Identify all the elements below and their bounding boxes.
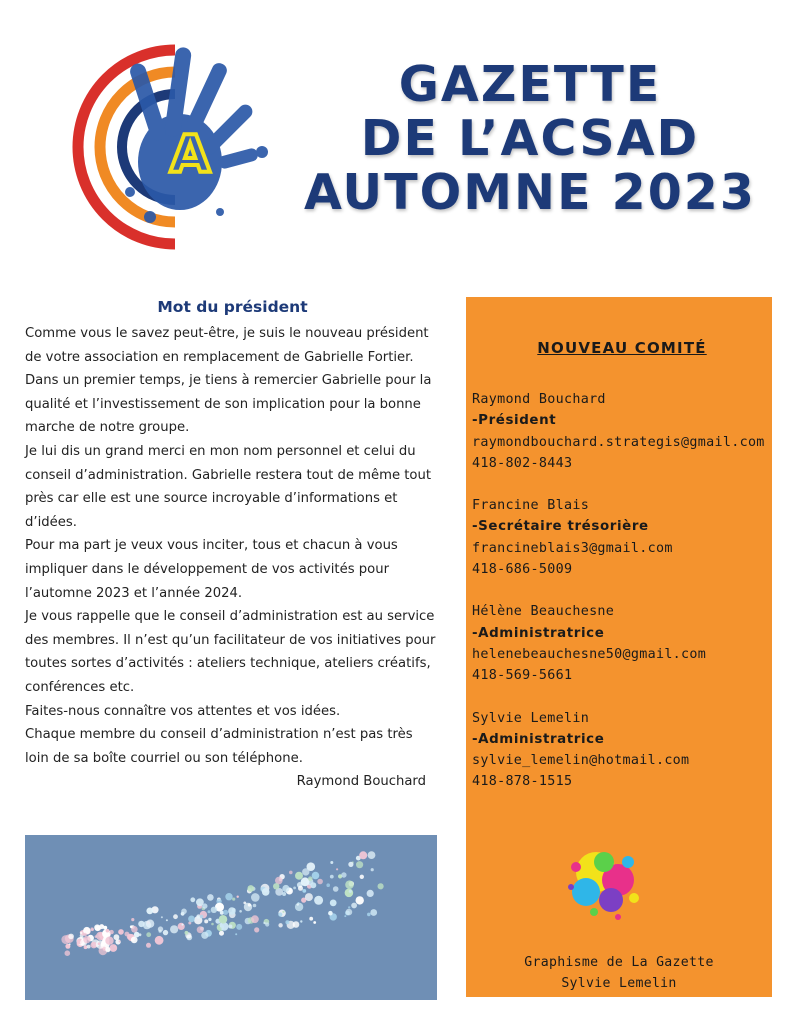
splash-dot (80, 932, 82, 934)
splash-dot (69, 943, 71, 945)
member-phone: 418-569-5661 (472, 668, 573, 684)
splash-dot (232, 898, 235, 901)
splash-dot (265, 922, 269, 926)
splash-dot (178, 923, 185, 930)
splash-dot (278, 912, 282, 916)
splash-dot (228, 907, 236, 915)
splash-dot (282, 892, 286, 896)
splash-dot (118, 929, 124, 935)
president-heading: Mot du président (157, 298, 308, 316)
splash-dot (114, 934, 120, 940)
credit-line: Sylvie Lemelin (561, 976, 677, 991)
paragraph: Pour ma part je veux vous inciter, tous et chacun à vous impliquer dans le développement de vos activités pour l’automne 2023 et l’année 2024. (25, 538, 398, 601)
member-phone: 418-802-8443 (472, 455, 573, 471)
splash-dot (166, 919, 168, 921)
splash-dot (204, 919, 208, 923)
splash-dot (244, 903, 252, 911)
splash-dot (293, 887, 296, 890)
paint-splash-image (556, 832, 656, 932)
splash-dot (308, 876, 313, 881)
splash-dot (211, 907, 217, 913)
splash-dot (207, 894, 214, 901)
acsad-logo (70, 42, 270, 252)
splash-dot (345, 880, 354, 889)
splash-dot (273, 883, 279, 889)
splash-dot (105, 947, 110, 952)
splash-dot (251, 915, 259, 923)
splash-dot (83, 933, 87, 937)
splash-dot (219, 927, 221, 929)
splash-dot (330, 900, 337, 907)
splash-dot (228, 925, 232, 929)
splash-dot (367, 913, 371, 917)
splash-dot (225, 893, 232, 900)
splash-dot (237, 896, 239, 898)
splash-dot (68, 934, 74, 940)
splash-dot (349, 890, 352, 893)
splash-dot (282, 885, 289, 892)
splash-dot (289, 871, 293, 875)
splash-dot (312, 872, 320, 880)
splash-dot (330, 861, 333, 864)
committee-member (472, 601, 772, 686)
member-name: Sylvie Lemelin (472, 710, 590, 726)
splash-dot (328, 911, 333, 916)
splash-dot (236, 924, 242, 930)
splash-dot (109, 930, 113, 934)
splash-dot (285, 920, 289, 924)
splash-dot (98, 942, 101, 945)
splash-dot (106, 929, 110, 933)
splash-dot (295, 872, 303, 880)
paragraph: Faites-nous connaître vos attentes et vos idées. (25, 703, 341, 719)
splash-dot (333, 886, 339, 892)
splash-dot (254, 927, 259, 932)
splash-dot (130, 925, 133, 928)
splash-dot (326, 883, 330, 887)
splash-dot (190, 897, 195, 902)
member-email: sylvie_lemelin@hotmail.com (472, 753, 690, 769)
member-role: -Secrétaire trésorière (472, 519, 649, 535)
paragraph: Comme vous le savez peut-être, je suis le nouveau président de votre association en remplacement de Gabrielle Fortier. (25, 326, 429, 365)
president-message (25, 298, 440, 794)
committee-member (472, 389, 772, 474)
logo-letter: A (170, 125, 211, 185)
splash-dot (105, 937, 113, 945)
splash-dot (341, 872, 346, 877)
splash-dot (208, 918, 211, 921)
splash-dot (125, 932, 130, 937)
splash-dot (317, 879, 323, 885)
splash-dot (163, 930, 168, 935)
splash-dot (293, 921, 300, 928)
splash-dot (83, 936, 90, 943)
splash-dot (360, 875, 364, 879)
splash-dot (223, 910, 228, 915)
member-phone: 418-878-1515 (472, 774, 573, 790)
splash-dot (345, 889, 354, 898)
splash-dot (278, 923, 282, 927)
splash-dots-image (25, 835, 437, 1000)
member-phone: 418-686-5009 (472, 562, 573, 578)
splash-dot (313, 921, 316, 924)
splash-dot (119, 940, 121, 942)
title-line-1: GAZETTE (398, 56, 662, 113)
committee-panel (466, 297, 772, 997)
splash-dot (170, 925, 178, 933)
paragraph: Dans un premier temps, je tiens à remercier Gabrielle pour la qualité et l’investissement de son implication pour la bonne marche de notre groupe. (25, 373, 432, 436)
graphics-credit (466, 952, 772, 994)
paragraph: Chaque membre du conseil d’administration n’est pas très loin de sa boîte courriel ou son téléphone. (25, 727, 413, 766)
splash-dot (370, 909, 377, 916)
member-role: -Administratrice (472, 625, 605, 641)
splash-dot (200, 915, 204, 919)
splash-dot (90, 927, 93, 930)
splash-dot (220, 923, 223, 926)
splash-dot (371, 868, 374, 871)
splash-dot (348, 862, 353, 867)
splash-dot (359, 851, 367, 859)
title-line-2: DE L’ACSAD (360, 110, 700, 167)
splash-dot (297, 904, 299, 906)
splash-dot (336, 868, 338, 870)
splash-dot (219, 931, 224, 936)
credit-line: Graphisme de La Gazette (524, 955, 714, 970)
splash-dot (155, 936, 164, 945)
splash-dot (305, 893, 313, 901)
splash-dot (282, 911, 284, 913)
splash-dot (295, 903, 303, 911)
splash-dot (131, 937, 138, 944)
member-email: francineblais3@gmail.com (472, 540, 673, 556)
splash-dot (109, 944, 117, 952)
paragraph: Je vous rappelle que le conseil d’administration est au service des membres. Il n’est qu’un facilitateur de vos initiatives pour toutes sortes d’activités : ateliers technique, ateliers créatifs, conférences etc. (25, 609, 436, 695)
splash-dot (146, 908, 153, 915)
splash-dot (239, 910, 242, 913)
splash-dot (146, 943, 151, 948)
splash-dot (346, 909, 353, 916)
splash-dot (235, 933, 237, 935)
splash-dot (378, 883, 384, 889)
splash-dot (173, 914, 178, 919)
splash-dot (344, 915, 346, 917)
splash-dot (253, 904, 257, 908)
splash-dot (302, 868, 309, 875)
member-role: -Président (472, 413, 557, 429)
splash-dot (219, 915, 228, 924)
splash-dot (87, 945, 91, 949)
splash-dot (309, 917, 313, 921)
member-role: -Administratrice (472, 731, 605, 747)
splash-dot (158, 926, 163, 931)
splash-dot (65, 950, 71, 956)
title-line-3: AUTOMNE 2023 (304, 164, 756, 221)
splash-dot (348, 906, 350, 908)
splash-dot (247, 885, 254, 892)
splash-dot (302, 889, 306, 893)
committee-heading: NOUVEAU COMITÉ (537, 339, 707, 357)
splash-dot (368, 851, 376, 859)
splash-dot (188, 916, 195, 923)
splash-dot (161, 916, 163, 918)
splash-dot (330, 875, 334, 879)
splash-dot (298, 886, 303, 891)
splash-dot (314, 896, 323, 905)
splash-dot (351, 903, 357, 909)
president-signature: Raymond Bouchard (296, 774, 426, 790)
splash-dot (356, 896, 364, 904)
committee-member (472, 495, 772, 580)
gazette-title (295, 58, 765, 220)
splash-dot (131, 918, 134, 921)
paragraph: Je lui dis un grand merci en mon nom personnel et celui du conseil d’administration. Gabrielle restera tout de même tout près car elle est une source incroyable d’informations et d’idées. (25, 443, 432, 530)
splash-dot (138, 921, 144, 927)
splash-dot (356, 861, 363, 868)
member-name: Raymond Bouchard (472, 392, 606, 407)
splash-dot (185, 931, 189, 935)
member-name: Francine Blais (472, 498, 590, 514)
splash-dot (181, 909, 187, 915)
splash-dot (251, 893, 260, 902)
splash-dot (146, 920, 154, 928)
splash-dot (367, 890, 374, 897)
splash-dot (201, 932, 208, 939)
decorative-splash-panel (25, 835, 437, 1000)
splash-dot (248, 903, 251, 906)
splash-dot (182, 924, 184, 926)
splash-dot (211, 923, 214, 926)
splash-dot (208, 910, 211, 913)
splash-dot (146, 932, 151, 937)
splash-dot (300, 920, 302, 922)
splash-dot (196, 898, 204, 906)
member-email: raymondbouchard.strategis@gmail.com (472, 434, 765, 450)
splash-dot (262, 888, 270, 896)
splash-dot (197, 926, 204, 933)
splash-dot (99, 924, 104, 929)
member-name: Hélène Beauchesne (472, 604, 615, 620)
member-email: helenebeauchesne50@gmail.com (472, 646, 707, 662)
committee-member (472, 708, 772, 793)
